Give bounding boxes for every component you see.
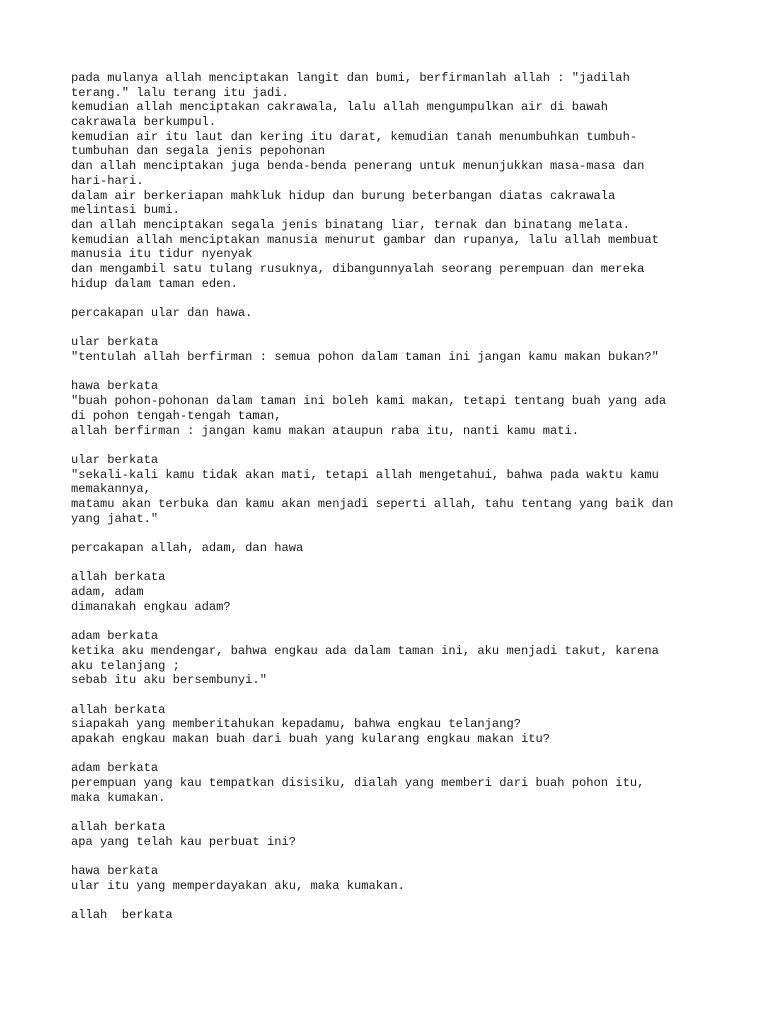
text-line: ular berkata [71, 335, 159, 350]
text-line: ular berkata [71, 452, 159, 467]
text-line [71, 526, 711, 541]
text-line: adam berkata [71, 761, 159, 776]
text-line: hidup dalam taman eden. [71, 276, 238, 291]
text-line: allah berkata [71, 702, 166, 717]
text-line: tumbuhan dan segala jenis pepohonan [71, 144, 326, 159]
text-line [71, 614, 711, 629]
text-line: dalam air berkeriapan mahkluk hidup dan burung beterbangan diatas cakrawala [71, 188, 616, 203]
text-line: adam, adam [71, 585, 144, 600]
document-body [71, 71, 711, 923]
text-line: yang jahat." [71, 511, 159, 526]
text-line [71, 556, 711, 571]
text-line [71, 805, 711, 820]
text-line: maka kumakan. [71, 790, 166, 805]
text-line: apakah engkau makan buah dari buah yang kularang engkau makan itu? [71, 731, 550, 746]
text-line: melintasi bumi. [71, 203, 180, 218]
text-line: ketika aku mendengar, bahwa engkau ada dalam taman ini, aku menjadi takut, karena [71, 643, 659, 658]
text-line: allah berkata [71, 908, 173, 923]
text-line [71, 849, 711, 864]
text-line: adam berkata [71, 629, 159, 644]
text-line: perempuan yang kau tempatkan disisiku, dialah yang memberi dari buah pohon itu, [71, 776, 645, 790]
text-line: manusia itu tidur nyenyak [71, 247, 253, 262]
text-line: aku telanjang ; [71, 658, 180, 673]
text-line [71, 438, 711, 453]
text-line: sebab itu aku bersembunyi." [71, 673, 267, 688]
text-line: siapakah yang memberitahukan kepadamu, bahwa engkau telanjang? [71, 717, 521, 732]
text-line: cakrawala berkumpul. [71, 115, 217, 130]
text-line: dan allah menciptakan juga benda-benda penerang untuk menunjukkan masa-masa dan [71, 159, 645, 174]
text-line: apa yang telah kau perbuat ini? [71, 834, 296, 849]
text-line: hawa berkata [71, 379, 159, 394]
text-line: kemudian allah menciptakan cakrawala, lalu allah mengumpulkan air di bawah [71, 100, 609, 115]
text-line: "sekali-kali kamu tidak akan mati, tetapi allah mengetahui, bahwa pada waktu kamu [71, 467, 659, 482]
text-line [71, 688, 711, 703]
text-line: dan mengambil satu tulang rusuknya, dibangunnyalah seorang perempuan dan mereka [71, 261, 645, 276]
text-line: dan allah menciptakan segala jenis binatang liar, ternak dan binatang melata. [71, 217, 630, 232]
text-line [71, 365, 711, 380]
text-line: percakapan ular dan hawa. [71, 306, 253, 320]
text-line: allah berfirman : jangan kamu makan ataupun raba itu, nanti kamu mati. [71, 423, 580, 438]
text-line [71, 291, 711, 306]
text-line: pada mulanya allah menciptakan langit dan bumi, berfirmanlah allah : "jadilah [71, 71, 630, 85]
text-line: kemudian allah menciptakan manusia menurut gambar dan rupanya, lalu allah membuat [71, 232, 659, 247]
text-line: percakapan allah, adam, dan hawa [71, 541, 304, 555]
text-line [71, 747, 711, 762]
text-line: kemudian air itu laut dan kering itu darat, kemudian tanah menumbuhkan tumbuh- [71, 129, 638, 144]
text-line: terang." lalu terang itu jadi. [71, 85, 289, 100]
text-line: memakannya, [71, 482, 151, 497]
text-line: "buah pohon-pohonan dalam taman ini boleh kami makan, tetapi tentang buah yang ada [71, 394, 667, 409]
text-line: dimanakah engkau adam? [71, 599, 231, 614]
text-line [71, 321, 711, 336]
text-line: allah berkata [71, 820, 166, 835]
text-line: hawa berkata [71, 864, 159, 879]
text-line: matamu akan terbuka dan kamu akan menjadi seperti allah, tahu tentang yang baik dan [71, 496, 674, 511]
text-line: allah berkata [71, 570, 166, 585]
text-line: hari-hari. [71, 173, 144, 188]
text-line: ular itu yang memperdayakan aku, maka kumakan. [71, 878, 405, 893]
text-line [71, 894, 711, 909]
text-line: di pohon tengah-tengah taman, [71, 408, 282, 423]
text-line: "tentulah allah berfirman : semua pohon dalam taman ini jangan kamu makan bukan?" [71, 350, 659, 365]
